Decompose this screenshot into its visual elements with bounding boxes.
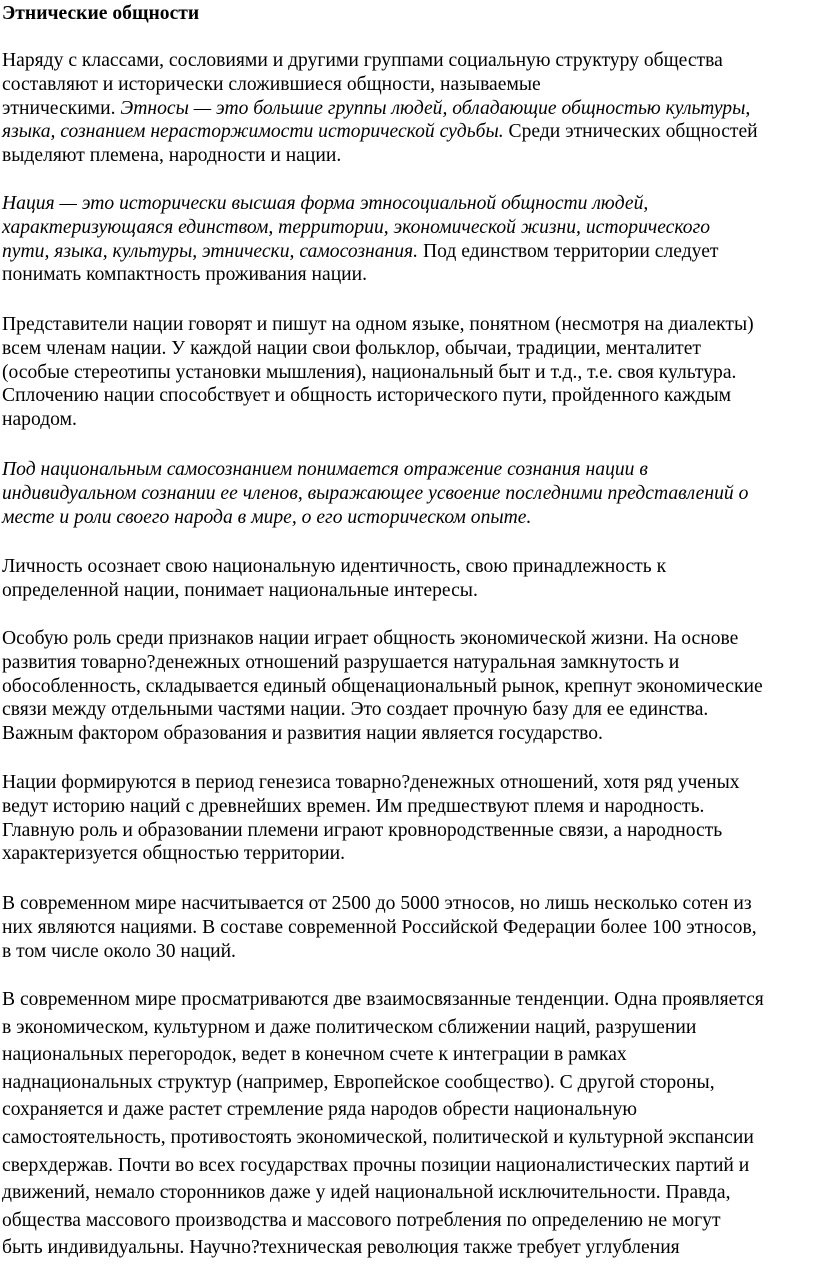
p5-line-2: определенной нации, понимает национальные интересы. [2, 579, 478, 601]
paragraph-5 [2, 555, 816, 603]
paragraph-2 [2, 192, 816, 287]
p4-line-2: индивидуальном сознании ее членов, выражающее усвоение последними представлений о [2, 482, 749, 504]
p1-line-2: составляют и исторически сложившиеся общности, называемые [2, 73, 541, 95]
p9-line-1: В современном мире просматриваются две взаимосвязанные тенденции. Одна проявляется [2, 989, 764, 1010]
p2-line-2: характеризующаяся единством, территории, экономической жизни, исторического [2, 216, 711, 238]
p8-line-1: В современном мире насчитывается от 2500 до 5000 этносов, но лишь несколько сотен из [2, 893, 752, 914]
paragraph-7 [2, 771, 816, 866]
p7-line-1: Нации формируются в период генезиса товарно?денежных отношений, хотя ряд ученых [2, 772, 740, 793]
p2-line-3-normal: Под единством территории следует [418, 240, 719, 262]
p6-line-4: связи между отдельными частями нации. Это создает прочную базу для ее единства. [2, 699, 709, 721]
paragraph-8 [2, 892, 816, 963]
p6-line-2: развития товарно?денежных отношений разрушается натуральная замкнутость и [2, 651, 680, 673]
paragraph-6 [2, 627, 816, 746]
p3-line-3: (особые стереотипы установки мышления), национальный быт и т.д., т.е. своя культура. [2, 361, 737, 383]
p9-line-8: движений, немало сторонников даже у идей национальной исключительности. Правда, [2, 1182, 731, 1204]
p9-line-3: национальных перегородок, ведет в конечном счете к интеграции в рамках [2, 1044, 627, 1066]
p9-line-4: наднациональных структур (например, Европейское сообщество). С другой стороны, [2, 1071, 715, 1093]
p6-line-1: Особую роль среди признаков нации играет общность экономической жизни. На основе [2, 628, 739, 649]
nation-definition-end: пути, языка, культуры, этнически, самосознания. [2, 240, 419, 262]
ethnos-definition-end: языка, сознанием нерасторжимости исторической судьбы. [2, 121, 504, 143]
p7-line-2: ведут историю наций с древнейших времен. Им предшествуют племя и народность. [2, 795, 705, 817]
p7-line-3: Главную роль и образовании племени играют кровнородственные связи, а народность [2, 819, 723, 841]
ethnos-definition: Этносы — это большие группы людей, обладающие общностью культуры, [120, 97, 751, 119]
p7-line-4: характеризуется общностью территории. [2, 843, 345, 865]
p4-line-3: месте и роли своего народа в мире, о его историческом опыте. [2, 506, 532, 528]
p9-line-5: сохраняется и даже растет стремление ряда народов обрести национальную [2, 1099, 637, 1121]
p1-line-4-normal: Среди этнических общностей [503, 121, 758, 143]
p8-line-2: них являются нациями. В составе современной Российской Федерации более 100 этносов, [2, 916, 757, 938]
paragraph-3 [2, 313, 816, 432]
p2-line-3 [2, 240, 816, 264]
p2-line-4: понимать компактность проживания нации. [2, 264, 368, 286]
p6-line-3: обособленность, складывается единый общенациональный рынок, крепнут экономические [2, 675, 763, 697]
document-title [2, 2, 816, 26]
p9-line-9: общества массового производства и массового потребления по определению не могут [2, 1209, 721, 1231]
p3-line-2: всем членам нации. У каждой нации свои фольклор, обычаи, традиции, менталитет [2, 337, 701, 359]
paragraph-4 [2, 458, 816, 529]
p9-line-2: в экономическом, культурном и даже политическом сближении наций, разрушении [2, 1016, 697, 1038]
p3-line-5: народом. [2, 409, 77, 431]
p1-line-1: Наряду с классами, сословиями и другими группами социальную структуру общества [2, 50, 723, 71]
title-text: Этнические общности [2, 3, 200, 24]
p4-line-1: Под национальным самосознанием понимается отражение сознания нации в [2, 459, 648, 480]
p3-line-4: Сплочению нации способствует и общность исторического пути, пройденного каждым [2, 385, 732, 407]
p3-line-1: Представители нации говорят и пишут на одном языке, понятном (несмотря на диалекты) [2, 314, 754, 335]
p8-line-3: в том числе около 30 наций. [2, 940, 236, 962]
p9-line-7: сверхдержав. Почти во всех государствах прочны позиции националистических партий и [2, 1154, 750, 1176]
paragraph-9 [2, 986, 816, 1262]
p1-line-3-normal: этническими. [2, 97, 121, 119]
p2-line-1: Нация — это исторически высшая форма этносоциальной общности людей, [2, 193, 649, 214]
p5-line-1: Личность осознает свою национальную идентичность, свою принадлежность к [2, 556, 667, 577]
p9-line-6: самостоятельность, противостоять экономической, политической и культурной экспансии [2, 1126, 754, 1148]
p6-line-5: Важным фактором образования и развития нации является государство. [2, 723, 603, 745]
p9-line-10: быть индивидуальны. Научно?техническая революция также требует углубления [2, 1237, 680, 1259]
p1-line-5: выделяют племена, народности и нации. [2, 145, 342, 167]
p1-line-3 [2, 97, 816, 121]
p1-line-4 [2, 120, 816, 144]
paragraph-1 [2, 49, 816, 168]
